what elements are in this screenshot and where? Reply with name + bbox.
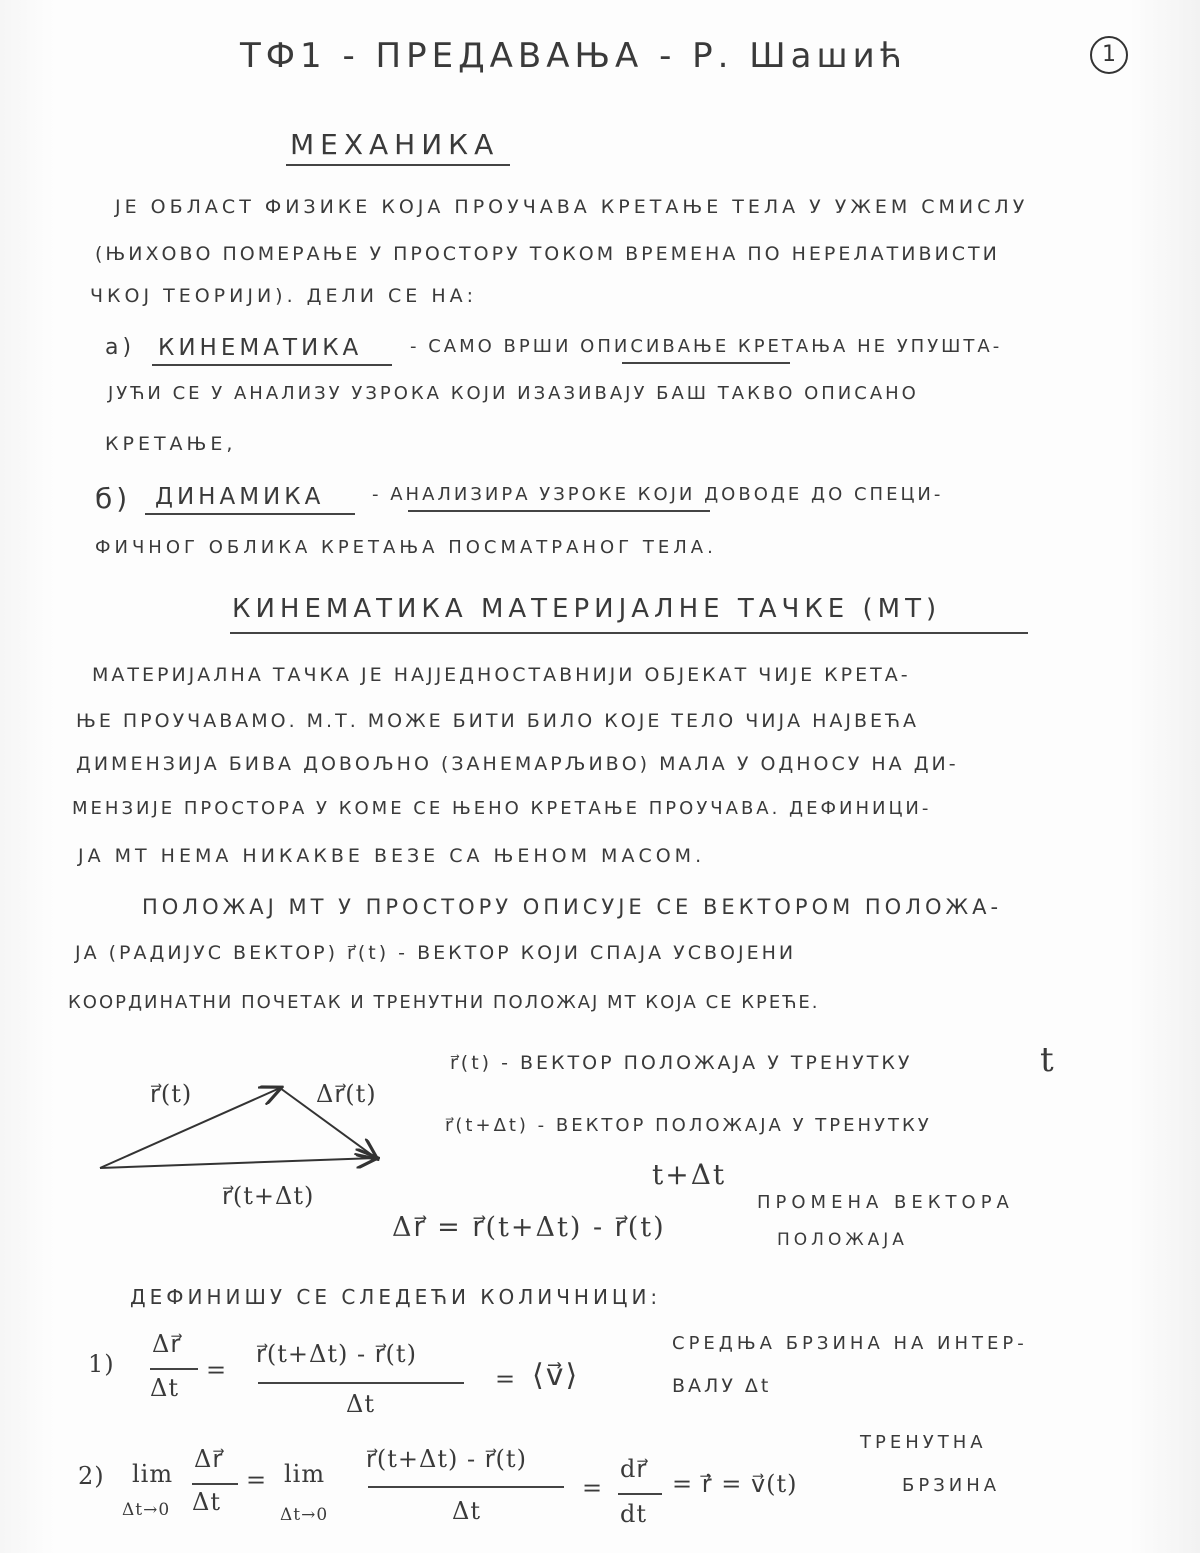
q2-derivative-denominator: dt bbox=[620, 1500, 648, 1528]
quantities-intro: ДЕФИНИШУ СЕ СЛЕДЕЋИ КОЛИЧНИЦИ: bbox=[130, 1285, 662, 1309]
kinematics-para-2-line-3: КООРДИНАТНИ ПОЧЕТАК И ТРЕНУТНИ ПОЛОЖАЈ МТ КОЈА СЕ КРЕЋЕ. bbox=[68, 992, 820, 1013]
q1-equals-2: = bbox=[495, 1365, 517, 1393]
item-a-line-2: ЈУЋИ СЕ У АНАЛИЗУ УЗРОКА КОЈИ ИЗАЗИВАЈУ БАШ ТАКВО ОПИСАНО bbox=[108, 383, 919, 404]
q2-lhs-denominator: Δt bbox=[192, 1488, 221, 1516]
item-a-marker: а) bbox=[105, 335, 136, 360]
q2-mid-numerator: r⃗(t+Δt) - r⃗(t) bbox=[366, 1445, 527, 1473]
q1-average-velocity: ⟨v⃗⟩ bbox=[532, 1358, 580, 1393]
page-number: 1 bbox=[1090, 36, 1128, 74]
kinematics-para-1-line-2: ЊЕ ПРОУЧАВАМО. М.Т. МОЖЕ БИТИ БИЛО КОЈЕ ТЕЛО ЧИЈА НАЈВЕЋА bbox=[76, 710, 919, 732]
q2-mid-denominator: Δt bbox=[452, 1497, 481, 1525]
q1-mid-numerator: r⃗(t+Δt) - r⃗(t) bbox=[256, 1340, 417, 1368]
q1-lhs-denominator: Δt bbox=[150, 1374, 179, 1402]
q1-mid-denominator: Δt bbox=[346, 1390, 375, 1418]
item-a-line-1: - САМО ВРШИ ОПИСИВАЊЕ КРЕТАЊА НЕ УПУШТА- bbox=[410, 336, 1003, 357]
def-r-t-variable: t bbox=[1040, 1040, 1056, 1080]
q1-number: 1) bbox=[88, 1350, 115, 1378]
q2-number: 2) bbox=[78, 1462, 105, 1490]
q1-lhs-fraction-bar bbox=[150, 1368, 198, 1370]
item-b-marker: б) bbox=[95, 482, 132, 515]
q2-equals-1: = bbox=[246, 1466, 268, 1494]
item-a-term: КИНЕМАТИКА bbox=[158, 335, 363, 361]
vector-r-t-plus-dt bbox=[100, 1158, 376, 1168]
q2-lhs-numerator: Δr⃗ bbox=[194, 1445, 224, 1473]
item-b-term: ДИНАМИКА bbox=[155, 484, 325, 510]
q1-mid-fraction-bar bbox=[258, 1382, 464, 1384]
q2-lim-2-subscript: Δt→0 bbox=[280, 1505, 329, 1525]
kinematics-para-1-line-5: ЈА МТ НЕМА НИКАКВЕ ВЕЗЕ СА ЊЕНОМ МАСОМ. bbox=[78, 845, 706, 867]
item-b-line-1: - АНАЛИЗИРА УЗРОКЕ КОЈИ ДОВОДЕ ДО СПЕЦИ- bbox=[372, 484, 944, 505]
q2-derivative-fraction-bar bbox=[618, 1493, 662, 1495]
diagram-label-r-t: r⃗(t) bbox=[150, 1080, 193, 1108]
diagram-label-delta-r: Δr⃗(t) bbox=[316, 1080, 377, 1108]
q1-description-2: ВАЛУ Δt bbox=[672, 1375, 772, 1397]
diagram-label-r-t-plus-dt: r⃗(t+Δt) bbox=[222, 1182, 315, 1210]
q2-mid-fraction-bar bbox=[368, 1486, 564, 1488]
q2-instantaneous-velocity: = ṙ⃗ = v⃗(t) bbox=[672, 1470, 798, 1498]
kinematics-para-2-line-1: ПОЛОЖАЈ МТ У ПРОСТОРУ ОПИСУЈЕ СЕ ВЕКТОРОМ ПОЛОЖА- bbox=[142, 895, 1003, 919]
q2-lim: lim bbox=[132, 1460, 174, 1488]
delta-r-description-1: ПРОМЕНА ВЕКТОРА bbox=[757, 1192, 1014, 1213]
mechanics-heading: МЕХАНИКА bbox=[290, 128, 500, 161]
q2-lhs-fraction-bar bbox=[192, 1483, 238, 1485]
delta-r-description-2: ПОЛОЖАЈА bbox=[777, 1230, 908, 1250]
page-title: ТФ1 - ПРЕДАВАЊА - Р. Шашић bbox=[240, 36, 907, 76]
mechanics-intro-line-3: ЧКОЈ ТЕОРИЈИ). ДЕЛИ СЕ НА: bbox=[90, 285, 478, 307]
mechanics-intro-line-2: (ЊИХОВО ПОМЕРАЊЕ У ПРОСТОРУ ТОКОМ ВРЕМЕНА ПО НЕРЕЛАТИВИСТИ bbox=[95, 243, 1000, 265]
q1-equals-1: = bbox=[206, 1356, 228, 1384]
kinematics-para-1-line-1: МАТЕРИЈАЛНА ТАЧКА ЈЕ НАЈЈЕДНОСТАВНИЈИ ОБЈЕКАТ ЧИЈЕ КРЕТА- bbox=[92, 664, 911, 686]
q2-lim-2: lim bbox=[284, 1460, 326, 1488]
q2-derivative-numerator: dr⃗ bbox=[620, 1455, 648, 1483]
item-a-line-3: КРЕТАЊЕ, bbox=[105, 433, 237, 455]
q1-lhs-numerator: Δr⃗ bbox=[152, 1330, 182, 1358]
item-b-line-2: ФИЧНОГ ОБЛИКА КРЕТАЊА ПОСМАТРАНОГ ТЕЛА. bbox=[95, 537, 717, 558]
q1-description-1: СРЕДЊА БРЗИНА НА ИНТЕР- bbox=[672, 1333, 1028, 1354]
delta-r-equation: Δr⃗ = r⃗(t+Δt) - r⃗(t) bbox=[392, 1212, 666, 1243]
q2-equals-2: = bbox=[582, 1474, 604, 1502]
q2-description-2: БРЗИНА bbox=[902, 1475, 1001, 1496]
mechanics-intro-line-1: ЈЕ ОБЛАСТ ФИЗИКЕ КОЈА ПРОУЧАВА КРЕТАЊЕ ТЕЛА У УЖЕМ СМИСЛУ bbox=[115, 196, 1029, 218]
kinematics-para-1-line-4: МЕНЗИЈЕ ПРОСТОРА У КОМЕ СЕ ЊЕНО КРЕТАЊЕ ПРОУЧАВА. ДЕФИНИЦИ- bbox=[72, 798, 932, 819]
kinematics-heading: КИНЕМАТИКА МАТЕРИЈАЛНЕ ТАЧКЕ (МТ) bbox=[232, 594, 942, 624]
kinematics-para-1-line-3: ДИМЕНЗИЈА БИВА ДОВОЉНО (ЗАНЕМАРЉИВО) МАЛА У ОДНОСУ НА ДИ- bbox=[76, 753, 959, 775]
kinematics-para-2-line-2: ЈА (РАДИЈУС ВЕКТОР) r⃗(t) - ВЕКТОР КОЈИ СПАЈА УСВОЈЕНИ bbox=[75, 942, 797, 964]
def-r-t: r⃗(t) - ВЕКТОР ПОЛОЖАЈА У ТРЕНУТКУ bbox=[450, 1052, 913, 1074]
q2-description-1: ТРЕНУТНА bbox=[860, 1432, 987, 1453]
q2-lim-subscript: Δt→0 bbox=[122, 1500, 171, 1520]
def-r-t-plus-dt: r⃗(t+Δt) - ВЕКТОР ПОЛОЖАЈА У ТРЕНУТКУ bbox=[445, 1115, 932, 1136]
def-r-t-plus-dt-variable: t+Δt bbox=[652, 1158, 727, 1191]
